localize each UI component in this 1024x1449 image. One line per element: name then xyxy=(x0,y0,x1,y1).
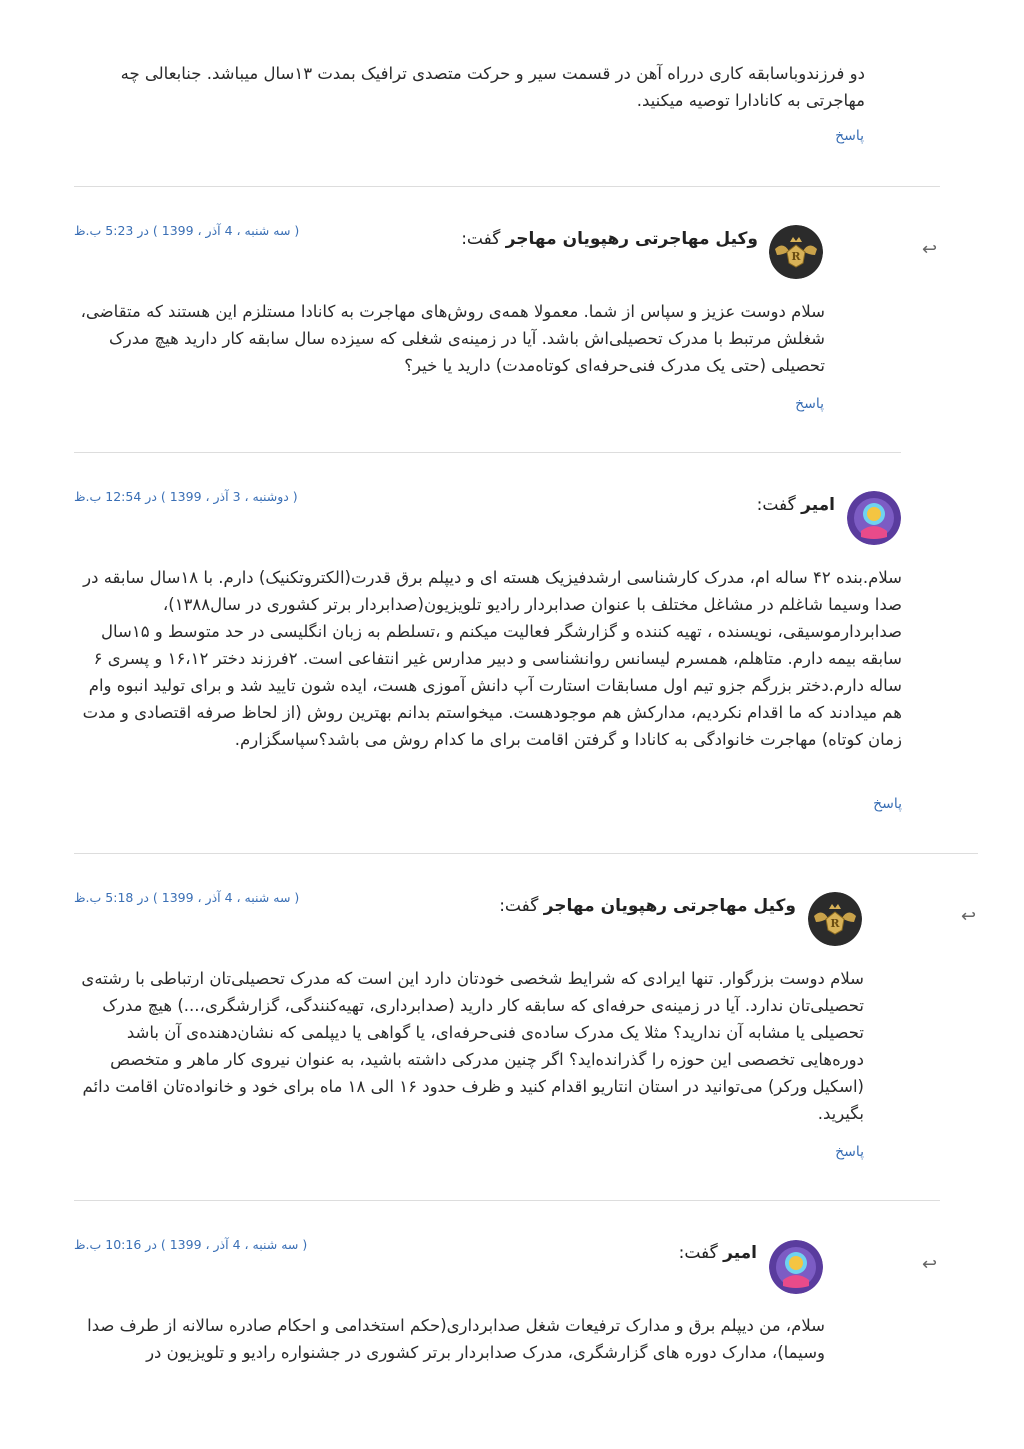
said-label: گفت: xyxy=(756,495,796,515)
comment-text: سلام، من دیپلم برق و مدارک ترفیعات شغل صدابرداری(حکم استخدامی و احکام صادره سالانه از طرف صدا وسیما)، مدارک دوره های گزارشگری، مدرک صدابردار برتر کشوری در جشنواره رادیو و تلویزیون در xyxy=(87,1316,825,1362)
comment-text: دو فرزندوباسابقه کاری درراه آهن در قسمت سیر و حرکت متصدی ترافیک بمدت ۱۳سال میباشد. جنابعالی چه مهاجرتی به کانادارا توصیه میکنید. xyxy=(120,64,865,110)
comment-date[interactable]: ( سه شنبه ، 4 آذر ، 1399 ) در 5:18 ب.ظ xyxy=(74,890,300,905)
comment-author[interactable]: امیر xyxy=(723,1243,757,1263)
comment-divider xyxy=(74,1200,940,1201)
comment-author[interactable]: امیر xyxy=(801,495,835,515)
said-label: گفت: xyxy=(499,896,539,916)
said-label: گفت: xyxy=(461,229,501,249)
reply-link[interactable]: پاسخ xyxy=(795,396,824,412)
comment-divider xyxy=(74,452,901,453)
comment-divider xyxy=(74,186,940,187)
comment-text: سلام دوست بزرگوار. تنها ایرادی که شرایط شخصی خودتان دارد این است که مدرک تحصیلی‌تان ارتباطی با رشته‌ی تحصیلی‌تان ندارد. آیا در زمینه‌ی حرفه‌ای که سابقه کار دارید (صدابرداری، تهیه‌کنندگی، گزارشگری،...) هیچ مدرک تحصیلی یا مشابه آن ندارید؟ مثلا یک مدرک ساده‌ی فنی‌حرفه‌ای، یا گواهی یا دیپلمی که نشان‌دهنده‌ی آن باشد دوره‌هایی تخصصی این حوزه را گذرانده‌اید؟ اگر چنین مدرکی داشته باشید، به عنوان نیروی کار ماهر و متخصص (اسکیل ورکر) می‌توانید در استان انتاریو اقدام کنید و ظرف حدود ۱۶ الی ۱۸ ماه برای خود و خانواده‌تان اقامت دائم بگیرید. xyxy=(81,969,864,1123)
reply-link[interactable]: پاسخ xyxy=(835,1144,864,1160)
reply-link[interactable]: پاسخ xyxy=(835,128,864,144)
comment-date[interactable]: ( دوشنبه ، 3 آذر ، 1399 ) در 12:54 ب.ظ xyxy=(74,489,298,504)
comment-author-line xyxy=(679,1243,757,1263)
avatar xyxy=(769,225,823,279)
reply-arrow-icon[interactable]: ↩ xyxy=(961,906,977,927)
reply-arrow-icon[interactable]: ↩ xyxy=(922,239,938,260)
comment-author[interactable]: وکیل مهاجرتی رهپویان مهاجر xyxy=(543,896,796,916)
svg-text:R: R xyxy=(830,917,840,930)
reply-arrow-icon[interactable]: ↩ xyxy=(922,1254,938,1275)
avatar xyxy=(847,491,901,545)
comment-author[interactable]: وکیل مهاجرتی رهپویان مهاجر xyxy=(505,229,758,249)
comment-text: سلام دوست عزیز و سپاس از شما. معمولا همه‌ی روش‌های مهاجرت به کانادا مستلزم این هستند که متقاضی، شغلش مرتبط با مدرک تحصیلی‌اش باشد. آیا در زمینه‌ی شغلی که سیزده سال سابقه کار دارید هیچ مدرک تحصیلی (حتی یک مدرک فنی‌حرفه‌ای کوتاه‌مدت) دارید یا خیر؟ xyxy=(80,302,825,375)
comment-text: سلام.بنده ۴۲ ساله ام، مدرک کارشناسی ارشدفیزیک هسته ای و دیپلم برق قدرت(الکتروتکنیک) دارم. با ۱۸سال سابقه در صدا وسیما شاغلم در مشاغل مختلف با عنوان صدابردار رادیو تلویزیون(صدابردار برتر کشوری در سال۱۳۸۸)، صدابردارموسیقی، نویسنده ، تهیه کننده و گزارشگر فعالیت میکنم و ،تسلطم به زبان انگلیسی در حد متوسط و ۱۵سال سابقه بیمه دارم. متاهلم، همسرم لیسانس روانشناسی و دبیر مدارس غیر انتفاعی است. ۲فرزند دختر ۱۶،۱۲ و پسری ۶ ساله دارم.دختر بزرگم جزو تیم اول مسابقات استارت آپ دانش آموزی هست، ایده شون تایید شد و برای تولید انبوه وام هم میدادند که ما اقدام نکردیم، مدارکش هم موجودهست. میخواستم بدانم بهترین روش (از لحاظ صرفه اقتصادی و مدت زمان کوتاه) مهاجرت خانوادگی به کانادا و گرفتن اقامت برای ما کدام روش می باشد؟سپاسگزارم. xyxy=(82,568,902,749)
comment-date[interactable]: ( سه شنبه ، 4 آذر ، 1399 ) در 5:23 ب.ظ xyxy=(74,223,300,238)
comment-author-line xyxy=(499,896,796,916)
svg-text:R: R xyxy=(791,250,801,263)
comment-author-line xyxy=(757,495,835,515)
comment-divider xyxy=(74,853,978,854)
avatar xyxy=(769,1240,823,1294)
said-label: گفت: xyxy=(678,1243,718,1263)
comment-date[interactable]: ( سه شنبه ، 4 آذر ، 1399 ) در 10:16 ب.ظ xyxy=(74,1237,308,1252)
reply-link[interactable]: پاسخ xyxy=(873,796,902,812)
avatar xyxy=(808,892,862,946)
comment-author-line xyxy=(461,229,758,249)
